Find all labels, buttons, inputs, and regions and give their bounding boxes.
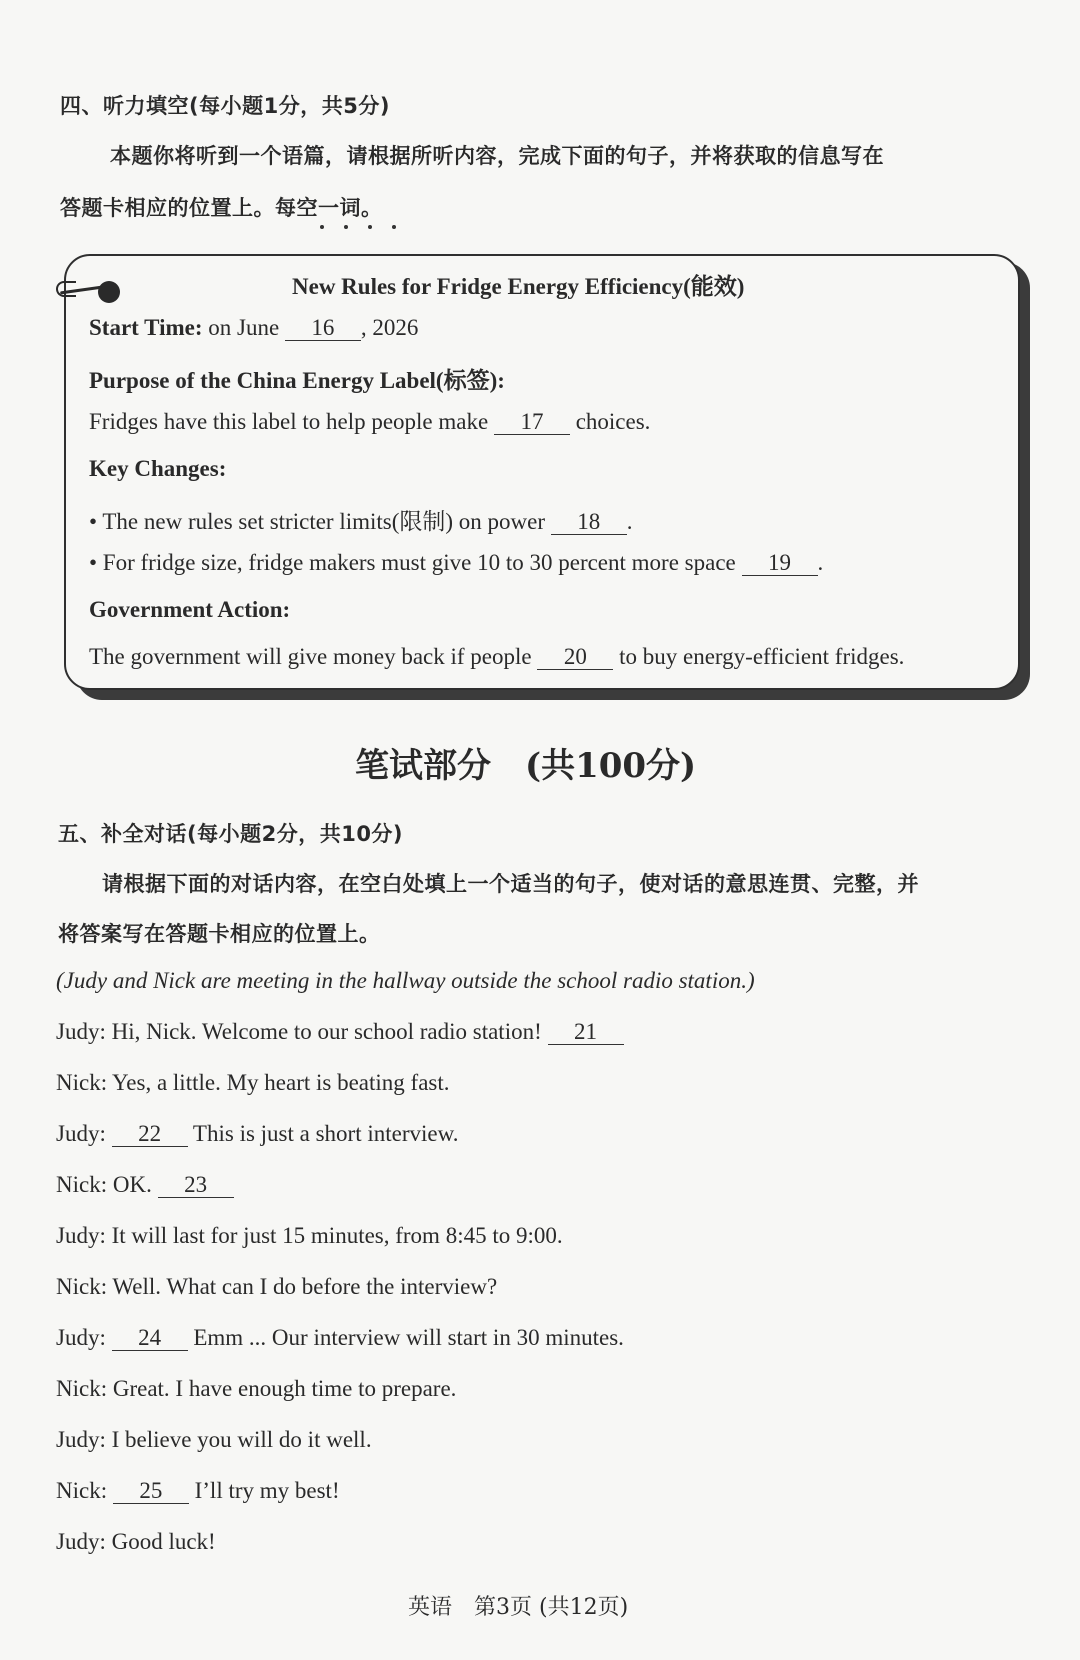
purpose-line (89, 409, 650, 435)
start-time-line (89, 315, 418, 341)
change-1-line (89, 503, 633, 536)
dialogue-line-3 (56, 1121, 458, 1147)
start-time-label: Start Time: (89, 315, 203, 340)
notes-title: New Rules for Fridge Energy Efficiency(能效) (292, 274, 745, 299)
dialogue-line-2: Nick: Yes, a little. My heart is beating fast. (56, 1070, 450, 1095)
start-time-year: , 2026 (360, 315, 419, 340)
change-2-text: • For fridge size, fridge makers must give 10 to 30 percent more space (89, 550, 742, 575)
dialogue-text: Nick: OK. (56, 1172, 158, 1197)
emphasis-text: 每空一词 (275, 196, 361, 220)
blank-25[interactable]: 25 (113, 1479, 189, 1504)
government-end: to buy energy-efficient fridges. (613, 644, 905, 669)
emphasis-dots (318, 225, 398, 231)
blank-17[interactable]: 17 (494, 410, 570, 435)
dialogue-speaker: Judy: (56, 1325, 112, 1350)
start-time-text: on June (202, 315, 285, 340)
dialogue-line-4 (56, 1172, 234, 1198)
dialogue-text: Emm ... Our interview will start in 30 minutes. (187, 1325, 624, 1350)
dialogue-text: This is just a short interview. (187, 1121, 459, 1146)
blank-21[interactable]: 21 (548, 1020, 624, 1045)
dialogue-line-9: Judy: I believe you will do it well. (56, 1427, 372, 1452)
dialogue-context: (Judy and Nick are meeting in the hallway outside the school radio station.) (56, 968, 755, 993)
blank-23[interactable]: 23 (158, 1173, 234, 1198)
purpose-text: Fridges have this label to help people make (89, 409, 494, 434)
blank-16[interactable]: 16 (285, 316, 361, 341)
purpose-end: choices. (569, 409, 651, 434)
listening-heading: 四、听力填空(每小题1分，共5分) (60, 94, 390, 118)
dialogue-line-7 (56, 1325, 624, 1351)
dialogue-text: Judy: Hi, Nick. Welcome to our school radio station! (56, 1019, 548, 1044)
blank-22[interactable]: 22 (112, 1122, 188, 1147)
dialogue-speaker: Nick: (56, 1478, 113, 1503)
government-line (89, 644, 904, 670)
change-1-text: • The new rules set stricter limits(限制) on power (89, 509, 551, 534)
purpose-label: Purpose of the China Energy Label(标签): (89, 368, 505, 393)
blank-18[interactable]: 18 (551, 510, 627, 535)
dialogue-line-5: Judy: It will last for just 15 minutes, from 8:45 to 9:00. (56, 1223, 563, 1248)
dialogue-line-1 (56, 1019, 624, 1045)
written-section-title: 笔试部分 (共100分) (355, 746, 697, 786)
change-2-end: . (817, 550, 824, 575)
dialogue-instruction-line2: 将答案写在答题卡相应的位置上。 (58, 922, 381, 946)
blank-20[interactable]: 20 (537, 645, 613, 670)
dialogue-line-6: Nick: Well. What can I do before the interview? (56, 1274, 498, 1299)
dialogue-text: I’ll try my best! (188, 1478, 340, 1503)
change-1-end: . (626, 509, 633, 534)
blank-24[interactable]: 24 (112, 1326, 188, 1351)
change-2-line (89, 550, 823, 576)
government-text: The government will give money back if people (89, 644, 538, 669)
dialogue-heading: 五、补全对话(每小题2分，共10分) (58, 822, 404, 846)
instruction-text: 答题卡相应的位置上。 (60, 196, 275, 220)
dialogue-speaker: Judy: (56, 1121, 112, 1146)
dialogue-line-8: Nick: Great. I have enough time to prepare. (56, 1376, 457, 1401)
key-changes-label: Key Changes: (89, 456, 227, 481)
listening-instruction-line1: 本题你将听到一个语篇，请根据所听内容，完成下面的句子，并将获取的信息写在 (110, 144, 884, 168)
listening-instruction-line2 (60, 192, 383, 222)
page-footer: 英语 第3页 (共12页) (408, 1595, 629, 1620)
blank-19[interactable]: 19 (742, 551, 818, 576)
dialogue-line-10 (56, 1478, 340, 1504)
dialogue-line-11: Judy: Good luck! (56, 1529, 216, 1554)
instruction-end: 。 (361, 196, 383, 220)
government-label: Government Action: (89, 597, 291, 622)
dialogue-instruction-line1: 请根据下面的对话内容，在空白处填上一个适当的句子，使对话的意思连贯、完整，并 (102, 872, 919, 896)
pin-icon (98, 281, 120, 303)
